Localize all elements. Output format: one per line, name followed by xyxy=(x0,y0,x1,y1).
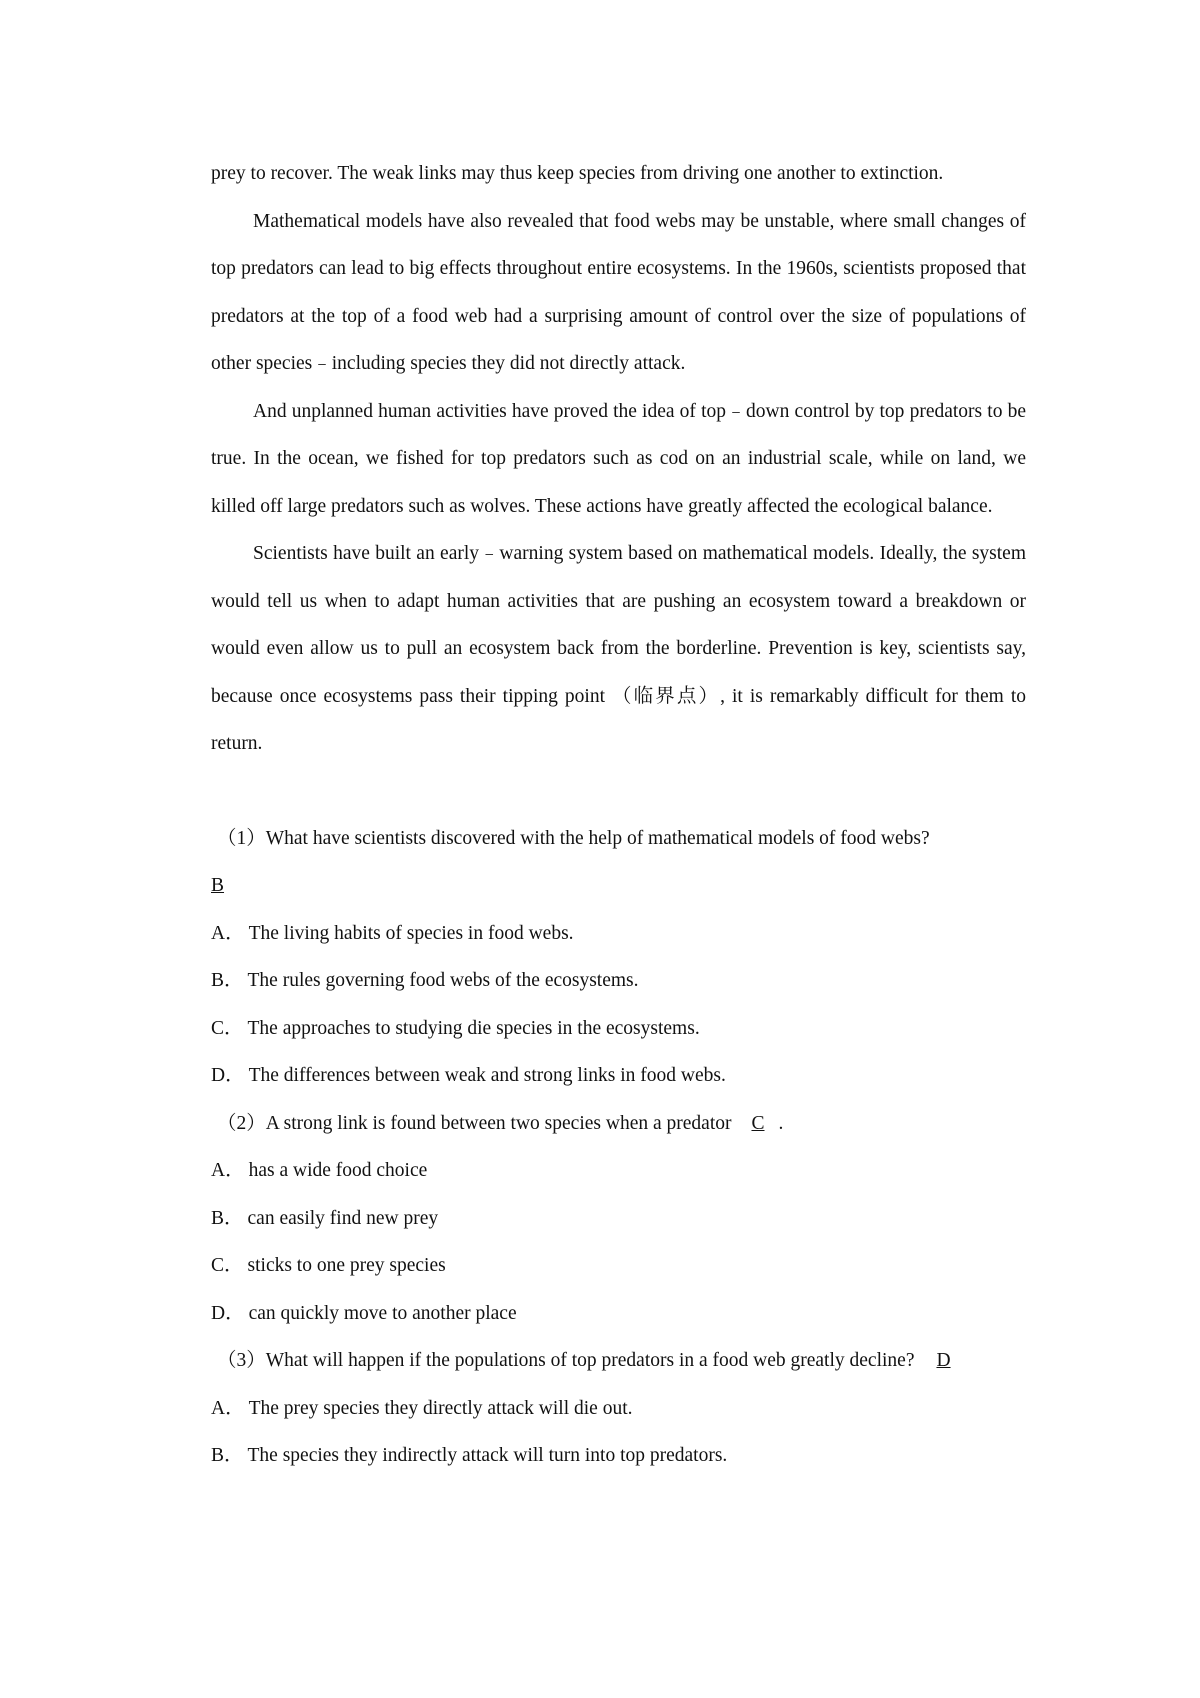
option-c xyxy=(211,1242,1026,1290)
option-letter: C． xyxy=(211,1017,244,1039)
question-2 xyxy=(211,1100,1026,1338)
option-letter: A． xyxy=(211,1397,245,1419)
passage-paragraph-mathematical-models: Mathematical models have also revealed that food webs may be unstable, where small changes of top predators can lead to big effects throughout entire ecosystems. In the 1960s, scientists proposed that predators at the top of a food web had a surprising amount of control over the size of populations of other species﹣including species they did not directly attack. xyxy=(211,210,1026,374)
question-stem: （2）A strong link is found between two species when a predator xyxy=(217,1112,732,1134)
option-text: The rules governing food webs of the ecosystems. xyxy=(247,970,639,991)
option-text: sticks to one prey species xyxy=(247,1255,446,1276)
question-1 xyxy=(211,815,1026,1100)
option-a xyxy=(211,910,1026,958)
question-stem: （1）What have scientists discovered with the help of mathematical models of food webs? xyxy=(217,827,930,849)
option-text: can easily find new prey xyxy=(247,1207,439,1229)
question-stem-line xyxy=(211,1100,1026,1148)
option-text: The differences between weak and strong links in food webs. xyxy=(248,1065,726,1086)
passage-paragraph-continuation: prey to recover. The weak links may thus keep species from driving one another to extinction. xyxy=(211,163,944,184)
option-letter: B． xyxy=(211,1207,244,1229)
option-text: can quickly move to another place xyxy=(248,1302,517,1324)
option-d xyxy=(211,1290,1026,1338)
option-b xyxy=(211,1432,1026,1480)
option-text: The species they indirectly attack will turn into top predators. xyxy=(247,1445,728,1466)
option-text: The approaches to studying die species in the ecosystems. xyxy=(247,1017,700,1039)
option-text: The prey species they directly attack will die out. xyxy=(248,1397,633,1419)
question-3 xyxy=(211,1337,1026,1480)
option-letter: A． xyxy=(211,922,245,944)
option-letter: D． xyxy=(211,1065,245,1086)
option-letter: D． xyxy=(211,1302,245,1324)
passage-paragraph-human-activities: And unplanned human activities have proved the idea of top﹣down control by top predators to be true. In the ocean, we fished for top predators such as cod on an industrial scale, while on land, we killed off large predators such as wolves. These actions have greatly affected the ecological balance. xyxy=(211,400,1026,517)
answer-blank: D xyxy=(936,1350,951,1371)
option-text: has a wide food choice xyxy=(248,1160,428,1181)
answer-blank: C xyxy=(751,1112,765,1134)
option-letter: B． xyxy=(211,1445,244,1466)
option-letter: A． xyxy=(211,1160,245,1181)
option-c xyxy=(211,1005,1026,1053)
option-b xyxy=(211,1195,1026,1243)
section-spacer xyxy=(211,768,1026,815)
question-stem: （3）What will happen if the populations of top predators in a food web greatly decline? xyxy=(217,1350,915,1371)
document-page xyxy=(211,150,1026,1480)
option-letter: C． xyxy=(211,1255,244,1276)
option-d xyxy=(211,1052,1026,1100)
answer-blank: B xyxy=(211,875,225,896)
option-b xyxy=(211,957,1026,1005)
answer-line xyxy=(211,862,1026,910)
option-letter: B． xyxy=(211,970,244,991)
question-suffix: . xyxy=(778,1112,784,1134)
option-a xyxy=(211,1147,1026,1195)
option-text: The living habits of species in food webs. xyxy=(248,922,574,944)
question-stem-line xyxy=(211,1337,1026,1385)
passage-paragraph-early-warning: Scientists have built an early﹣warning system based on mathematical models. Ideally, the system would tell us when to adapt human activities that are pushing an ecosystem toward a breakdown or would even allow us to pull an ecosystem back from the borderline. Prevention is key, scientists say, because once ecosystems pass their tipping point （临界点）, it is remarkably difficult for them to return. xyxy=(211,543,1026,754)
option-a xyxy=(211,1385,1026,1433)
